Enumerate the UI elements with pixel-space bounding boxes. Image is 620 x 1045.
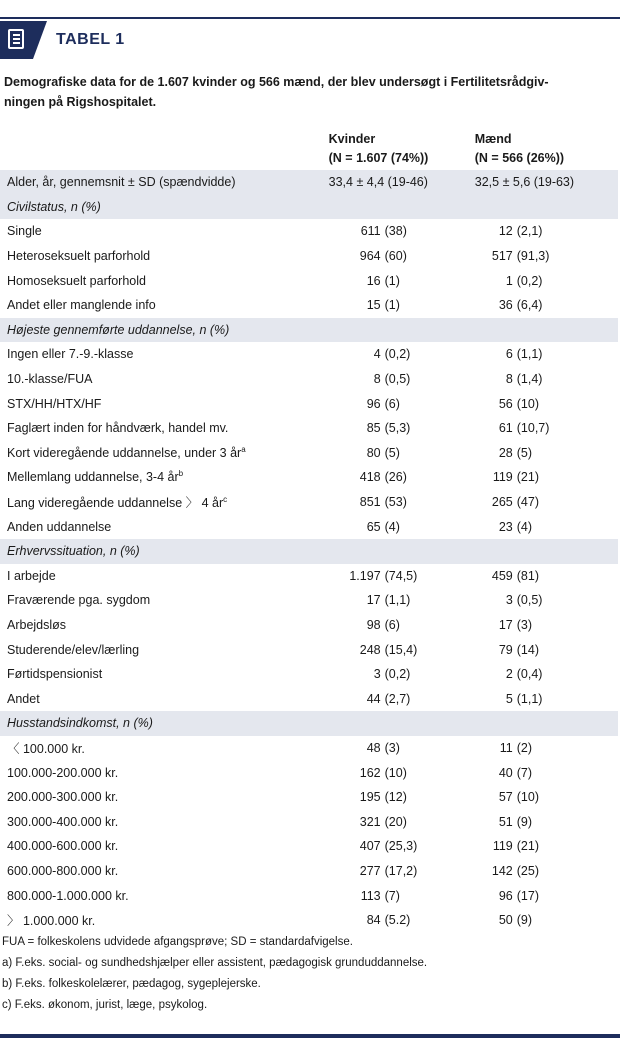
row-label-text: Førtidspensionist	[7, 667, 103, 682]
men-count: 8	[505, 372, 513, 387]
row-label-text: 〉 1.000.000 kr.	[7, 914, 96, 929]
table-row	[0, 834, 618, 859]
women-count: 964	[359, 249, 381, 264]
women-value-cell	[329, 391, 475, 416]
men-value-cell	[475, 564, 618, 589]
table-row	[0, 391, 618, 416]
women-value-cell	[329, 244, 475, 269]
men-value-cell	[475, 490, 618, 515]
table-section-row	[0, 539, 618, 564]
men-count: 28	[498, 445, 513, 460]
footnote: c) F.eks. økonom, jurist, læge, psykolog.	[2, 999, 208, 1011]
row-label-text: Fraværende pga. sygdom	[7, 593, 151, 608]
row-label-text: 200.000-300.000 kr.	[7, 790, 119, 805]
women-percent: (10)	[384, 765, 407, 780]
row-label	[0, 342, 329, 367]
women-value-cell	[329, 219, 475, 244]
women-count: 3	[373, 667, 381, 682]
men-count: 12	[498, 224, 513, 239]
row-label-text: Arbejdsløs	[7, 617, 67, 632]
men-value-cell	[475, 908, 618, 933]
women-percent: (1)	[384, 273, 400, 288]
row-label	[0, 490, 329, 515]
women-header-title: Kvinder	[328, 132, 376, 146]
men-percent: (47)	[516, 495, 539, 510]
footnote-marker: a	[241, 444, 246, 454]
table-row	[0, 170, 618, 195]
men-percent: (3)	[516, 617, 533, 632]
women-count: 321	[359, 814, 381, 829]
men-count: 36	[498, 298, 513, 313]
row-label	[0, 170, 329, 195]
women-count: 96	[366, 396, 381, 411]
men-count: 6	[505, 347, 513, 362]
row-label	[0, 859, 329, 884]
row-label	[0, 564, 329, 589]
icon-tab-slant	[33, 21, 47, 59]
women-percent: (38)	[384, 224, 407, 239]
row-label	[0, 809, 329, 834]
men-value-cell	[475, 859, 618, 884]
row-label	[0, 834, 329, 859]
men-count: 61	[498, 421, 513, 436]
women-value-cell	[329, 736, 475, 761]
men-percent: (0,5)	[516, 593, 543, 608]
table-row	[0, 637, 618, 662]
women-header-count: (N = 1.607 (74%))	[328, 151, 429, 165]
women-percent: (6)	[384, 617, 400, 632]
footnote: a) F.eks. social- og sundhedshjælper eller assistent, pædagogisk grunduddannelse.	[2, 957, 428, 969]
men-count: 517	[491, 249, 513, 264]
men-header-title: Mænd	[474, 132, 512, 146]
men-count: 17	[498, 617, 513, 632]
men-value-cell	[475, 219, 618, 244]
row-label-text: Studerende/elev/lærling	[7, 642, 140, 657]
column-header-row	[0, 122, 618, 170]
table-row	[0, 736, 618, 761]
table-row	[0, 564, 618, 589]
table-label: TABEL 1	[56, 31, 125, 48]
row-label-text: 600.000-800.000 kr.	[7, 863, 119, 878]
women-percent: (25,3)	[384, 839, 418, 854]
men-percent: (14)	[516, 642, 539, 657]
women-percent: (0,5)	[384, 372, 411, 387]
men-percent: (17)	[516, 888, 539, 903]
women-percent: (0,2)	[384, 347, 411, 362]
table-row	[0, 441, 618, 466]
women-count: 85	[366, 421, 381, 436]
women-percent: (2,7)	[384, 691, 411, 706]
women-value-cell	[329, 686, 475, 711]
men-count: 142	[491, 863, 513, 878]
footnote-marker: c	[223, 494, 228, 504]
women-value-cell	[329, 809, 475, 834]
row-label	[0, 662, 329, 687]
table-row	[0, 514, 618, 539]
women-value-cell	[329, 170, 475, 195]
row-label-text: 〈 100.000 kr.	[7, 741, 85, 756]
men-value-cell	[475, 588, 618, 613]
table-row	[0, 662, 618, 687]
row-label-text: I arbejde	[7, 568, 56, 583]
men-value-cell	[475, 244, 618, 269]
men-percent: (10)	[516, 396, 539, 411]
section-heading: Husstandsindkomst, n (%)	[0, 711, 618, 736]
men-count: 459	[491, 568, 513, 583]
row-label-text: STX/HH/HTX/HF	[7, 396, 102, 411]
women-value-cell	[329, 342, 475, 367]
men-count: 40	[498, 765, 513, 780]
men-count: 5	[505, 691, 513, 706]
table-row	[0, 367, 618, 392]
row-label	[0, 293, 329, 318]
women-value-cell	[329, 834, 475, 859]
men-count: 2	[505, 667, 513, 682]
women-count: 80	[366, 445, 381, 460]
men-percent: (10)	[516, 790, 539, 805]
demographics-table	[0, 122, 618, 932]
men-count: 11	[499, 740, 513, 755]
men-value-cell	[475, 883, 618, 908]
men-percent: (25)	[516, 863, 539, 878]
row-label	[0, 416, 329, 441]
women-count: 248	[359, 642, 381, 657]
men-percent: (0,4)	[516, 667, 543, 682]
table-row	[0, 465, 618, 490]
table-row	[0, 760, 618, 785]
row-label-text: Andet eller manglende info	[7, 298, 156, 313]
table-row	[0, 490, 618, 515]
men-percent: (21)	[516, 839, 539, 854]
women-value-cell	[329, 760, 475, 785]
men-count: 23	[498, 519, 513, 534]
women-percent: (15,4)	[384, 642, 418, 657]
men-count: 96	[498, 888, 513, 903]
row-label-text: 800.000-1.000.000 kr.	[7, 888, 129, 903]
women-percent: (6)	[384, 396, 400, 411]
caption-line-1: Demografiske data for de 1.607 kvinder og 566 mænd, der blev undersøgt i Fertilitetsrådgiv-	[4, 75, 549, 89]
women-count: 407	[359, 839, 381, 854]
row-label	[0, 219, 329, 244]
table-row	[0, 908, 618, 933]
women-percent: (5.2)	[384, 913, 411, 928]
women-percent: (53)	[384, 495, 407, 510]
men-count: 3	[505, 593, 513, 608]
women-value-cell	[329, 465, 475, 490]
table-row	[0, 785, 618, 810]
men-count: 265	[491, 495, 513, 510]
table-section-row	[0, 195, 618, 220]
men-value: 32,5 ± 5,6 (19-63)	[474, 175, 575, 190]
row-label-text: Ingen eller 7.-9.-klasse	[7, 347, 134, 362]
section-heading: Højeste gennemførte uddannelse, n (%)	[0, 318, 618, 343]
women-count: 851	[359, 495, 381, 510]
row-label-text: Mellemlang uddannelse, 3-4 år	[7, 470, 179, 485]
men-value-cell	[475, 662, 618, 687]
footnote: FUA = folkeskolens udvidede afgangsprøve; SD = standardafvigelse.	[2, 936, 353, 948]
women-percent: (0,2)	[384, 667, 411, 682]
row-label	[0, 613, 329, 638]
men-count: 56	[498, 396, 513, 411]
women-count: 98	[366, 617, 381, 632]
table-icon-tab	[0, 21, 40, 59]
table-row	[0, 219, 618, 244]
men-count: 79	[498, 642, 513, 657]
table-row	[0, 416, 618, 441]
men-column-header	[475, 122, 618, 170]
row-label-text: Lang videregående uddannelse 〉 4 år	[7, 496, 224, 511]
men-percent: (6,4)	[516, 298, 543, 313]
men-percent: (2)	[516, 740, 533, 755]
men-percent: (1,1)	[516, 691, 543, 706]
women-value-cell	[329, 564, 475, 589]
women-value-cell	[329, 637, 475, 662]
table-header	[0, 21, 620, 61]
men-percent: (91,3)	[516, 249, 550, 264]
footnotes	[2, 932, 427, 1016]
men-percent: (9)	[516, 913, 533, 928]
row-label	[0, 514, 329, 539]
men-value-cell	[475, 268, 618, 293]
table-section-row	[0, 711, 618, 736]
table-row	[0, 588, 618, 613]
row-label	[0, 760, 329, 785]
men-value-cell	[475, 637, 618, 662]
women-percent: (3)	[384, 740, 400, 755]
women-count: 611	[360, 224, 381, 239]
women-percent: (20)	[384, 814, 407, 829]
women-count: 65	[366, 519, 381, 534]
women-value-cell	[329, 613, 475, 638]
table-row	[0, 293, 618, 318]
men-value-cell	[475, 760, 618, 785]
row-label	[0, 785, 329, 810]
women-value-cell	[329, 883, 475, 908]
row-label-text: 400.000-600.000 kr.	[7, 839, 119, 854]
row-label	[0, 465, 329, 490]
women-count: 15	[366, 298, 381, 313]
footnote-marker: b	[178, 469, 184, 479]
men-percent: (4)	[516, 519, 533, 534]
women-value-cell	[329, 908, 475, 933]
women-percent: (4)	[384, 519, 400, 534]
men-header-count: (N = 566 (26%))	[474, 151, 565, 165]
women-value-cell	[329, 293, 475, 318]
women-count: 84	[366, 913, 381, 928]
table-section-row	[0, 318, 618, 343]
men-percent: (5)	[516, 445, 533, 460]
men-value-cell	[475, 391, 618, 416]
women-count: 48	[366, 740, 381, 755]
row-label	[0, 244, 329, 269]
men-value-cell	[475, 514, 618, 539]
row-label-text: 300.000-400.000 kr.	[7, 814, 119, 829]
table-row	[0, 268, 618, 293]
row-label	[0, 391, 329, 416]
top-rule	[0, 17, 620, 19]
men-value-cell	[475, 465, 618, 490]
women-count: 418	[359, 470, 381, 485]
row-label-text: 100.000-200.000 kr.	[7, 765, 119, 780]
men-percent: (10,7)	[516, 421, 550, 436]
label-column-header	[0, 122, 329, 170]
row-label-text: Anden uddannelse	[7, 519, 112, 534]
men-percent: (7)	[516, 765, 533, 780]
women-count: 4	[373, 347, 381, 362]
women-count: 277	[359, 863, 381, 878]
row-label	[0, 367, 329, 392]
row-label	[0, 441, 329, 466]
row-label	[0, 637, 329, 662]
women-value-cell	[329, 859, 475, 884]
table-row	[0, 244, 618, 269]
men-value-cell	[475, 785, 618, 810]
men-value-cell	[475, 834, 618, 859]
men-value-cell	[475, 441, 618, 466]
row-label-text: Alder, år, gennemsnit ± SD (spændvidde)	[7, 175, 236, 190]
women-count: 162	[359, 765, 381, 780]
men-percent: (21)	[516, 470, 539, 485]
women-percent: (74,5)	[384, 568, 418, 583]
section-heading: Erhvervssituation, n (%)	[0, 539, 618, 564]
women-percent: (1,1)	[384, 593, 411, 608]
women-value-cell	[329, 588, 475, 613]
men-count: 51	[498, 814, 513, 829]
women-count: 17	[366, 593, 381, 608]
table-row	[0, 342, 618, 367]
men-percent: (1,1)	[516, 347, 543, 362]
row-label	[0, 686, 329, 711]
men-percent: (81)	[516, 568, 539, 583]
row-label	[0, 268, 329, 293]
row-label-text: Single	[7, 224, 42, 239]
women-count: 113	[360, 888, 381, 903]
men-percent: (9)	[516, 814, 533, 829]
row-label-text: Andet	[7, 691, 40, 706]
table-caption	[4, 72, 609, 112]
men-count: 1	[505, 273, 513, 288]
men-count: 50	[498, 913, 513, 928]
men-count: 119	[492, 839, 513, 854]
women-value-cell	[329, 367, 475, 392]
women-value-cell	[329, 514, 475, 539]
table-row	[0, 613, 618, 638]
men-value-cell	[475, 367, 618, 392]
women-value: 33,4 ± 4,4 (19-46)	[328, 175, 428, 190]
row-label-text: 10.-klasse/FUA	[7, 372, 93, 387]
men-value-cell	[475, 416, 618, 441]
women-value-cell	[329, 416, 475, 441]
women-count: 44	[366, 691, 381, 706]
men-value-cell	[475, 809, 618, 834]
footnote: b) F.eks. folkeskolelærer, pædagog, sygeplejerske.	[2, 978, 261, 990]
table-row	[0, 686, 618, 711]
women-percent: (1)	[384, 298, 400, 313]
caption-line-2: ningen på Rigshospitalet.	[4, 95, 157, 109]
table-body	[0, 170, 618, 932]
document-icon	[8, 29, 24, 49]
men-value-cell	[475, 613, 618, 638]
women-value-cell	[329, 268, 475, 293]
women-count: 195	[359, 790, 381, 805]
row-label-text: Heteroseksuelt parforhold	[7, 249, 151, 264]
table-row	[0, 859, 618, 884]
men-count: 119	[492, 470, 513, 485]
bottom-rule	[0, 1034, 620, 1038]
men-value-cell	[475, 736, 618, 761]
men-value-cell	[475, 686, 618, 711]
section-heading: Civilstatus, n (%)	[0, 195, 618, 220]
men-percent: (2,1)	[516, 224, 543, 239]
women-percent: (60)	[384, 249, 407, 264]
women-value-cell	[329, 490, 475, 515]
row-label	[0, 908, 329, 933]
women-percent: (26)	[384, 470, 407, 485]
men-percent: (0,2)	[516, 273, 543, 288]
men-count: 57	[498, 790, 513, 805]
row-label	[0, 588, 329, 613]
men-value-cell	[475, 342, 618, 367]
row-label-text: Kort videregående uddannelse, under 3 år	[7, 445, 242, 460]
women-count: 16	[366, 273, 381, 288]
men-value-cell	[475, 293, 618, 318]
table-row	[0, 883, 618, 908]
women-count: 1.197	[349, 568, 381, 583]
row-label	[0, 736, 329, 761]
women-count: 8	[373, 372, 381, 387]
women-percent: (12)	[384, 790, 407, 805]
women-value-cell	[329, 785, 475, 810]
men-percent: (1,4)	[516, 372, 543, 387]
row-label-text: Homoseksuelt parforhold	[7, 273, 146, 288]
women-percent: (5)	[384, 445, 400, 460]
row-label-text: Faglært inden for håndværk, handel mv.	[7, 421, 229, 436]
women-percent: (7)	[384, 888, 400, 903]
women-percent: (5,3)	[384, 421, 411, 436]
table-row	[0, 809, 618, 834]
women-value-cell	[329, 662, 475, 687]
row-label	[0, 883, 329, 908]
women-value-cell	[329, 441, 475, 466]
men-value-cell	[475, 170, 618, 195]
women-column-header	[329, 122, 475, 170]
women-percent: (17,2)	[384, 863, 418, 878]
